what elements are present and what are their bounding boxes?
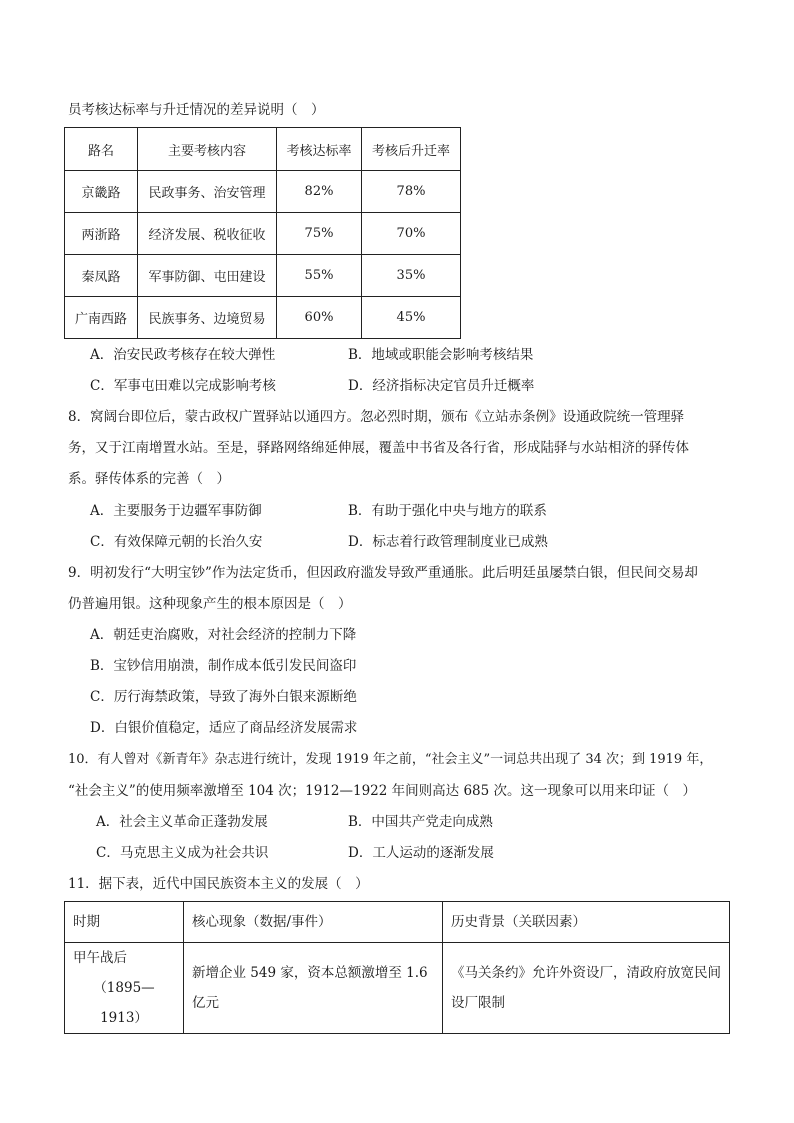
q11-table [64, 901, 730, 1034]
table-header-row [65, 902, 730, 943]
phenomenon-line: 亿元 [192, 995, 219, 1011]
table-row [65, 255, 461, 297]
table-cell: 两浙路 [65, 213, 138, 255]
table-cell: 民政事务、治安管理 [138, 171, 277, 213]
table-cell-background [443, 943, 730, 1034]
q7-stem-tail: 员考核达标率与升迁情况的差异说明（ ） [68, 102, 325, 118]
q9-stem-line: 仍普遍用银。这种现象产生的根本原因是（ ） [68, 596, 352, 612]
phenomenon-line: 新增企业 549 家，资本总额激增至 1.6 [192, 965, 428, 981]
table-header-cell: 考核后升迁率 [362, 128, 461, 171]
table-cell: 经济发展、税收征收 [138, 213, 277, 255]
background-line: 《马关条约》允许外资设厂，清政府放宽民间 [451, 965, 721, 981]
table-cell: 45% [362, 297, 461, 339]
table-header-row [65, 128, 461, 171]
period-years: （1895—1913） [93, 980, 155, 1026]
q9-option-b[interactable]: B．宝钞信用崩溃，制作成本低引发民间盗印 [90, 658, 357, 674]
period-line: 甲午战后 [73, 950, 127, 966]
table-header-cell: 考核达标率 [277, 128, 362, 171]
q10-option-a[interactable]: A．社会主义革命正蓬勃发展 [96, 814, 268, 830]
table-cell: 秦凤路 [65, 255, 138, 297]
q10-stem-line: “社会主义”的使用频率激增至 104 次；1912—1922 年间则高达 685 次。这一现象可以用来印证（ ） [68, 783, 697, 799]
q9-option-a[interactable]: A．朝廷吏治腐败，对社会经济的控制力下降 [90, 627, 357, 643]
q10-option-c[interactable]: C．马克思主义成为社会共识 [96, 845, 269, 861]
table-header-cell: 历史背景（关联因素） [443, 902, 730, 943]
table-cell: 75% [277, 213, 362, 255]
table-row [65, 943, 730, 1034]
table-cell: 广南西路 [65, 297, 138, 339]
q7-table [64, 127, 461, 339]
table-cell-phenomenon [184, 943, 443, 1034]
table-row [65, 171, 461, 213]
table-cell: 55% [277, 255, 362, 297]
table-header-cell: 时期 [65, 902, 184, 943]
table-cell-period [65, 943, 184, 1034]
table-row [65, 297, 461, 339]
table-header-cell: 主要考核内容 [138, 128, 277, 171]
q10-stem-line: 10．有人曾对《新青年》杂志进行统计，发现 1919 年之前，“社会主义”一词总共出现了 34 次；到 1919 年， [68, 752, 713, 767]
q9-option-d[interactable]: D．白银价值稳定，适应了商品经济发展需求 [90, 720, 358, 736]
table-cell: 35% [362, 255, 461, 297]
q8-option-a[interactable]: A．主要服务于边疆军事防御 [90, 503, 262, 519]
q8-stem-line: 8．窝阔台即位后，蒙古政权广置驿站以通四方。忽必烈时期，颁布《立站赤条例》设通政院统一管理驿 [68, 409, 685, 425]
q11-stem: 11．据下表，近代中国民族资本主义的发展（ ） [68, 876, 369, 892]
table-cell: 82% [277, 171, 362, 213]
table-cell: 78% [362, 171, 461, 213]
q8-option-d[interactable]: D．标志着行政管理制度业已成熟 [348, 534, 548, 550]
q8-option-b[interactable]: B．有助于强化中央与地方的联系 [348, 503, 547, 519]
q7-option-d[interactable]: D．经济指标决定官员升迁概率 [348, 378, 535, 394]
table-cell: 京畿路 [65, 171, 138, 213]
q10-option-b[interactable]: B．中国共产党走向成熟 [348, 814, 493, 830]
q7-option-c[interactable]: C．军事屯田难以完成影响考核 [90, 378, 276, 394]
q8-stem-line: 系。驿传体系的完善（ ） [68, 471, 230, 487]
q7-option-a[interactable]: A．治安民政考核存在较大弹性 [90, 347, 276, 363]
table-row [65, 213, 461, 255]
table-header-cell: 路名 [65, 128, 138, 171]
table-cell: 民族事务、边境贸易 [138, 297, 277, 339]
table-cell: 70% [362, 213, 461, 255]
q8-stem-line: 务，又于江南增置水站。至是，驿路网络绵延伸展，覆盖中书省及各行省，形成陆驿与水站相济的驿传体 [68, 440, 689, 456]
table-header-cell: 核心现象（数据/事件） [184, 902, 443, 943]
background-line: 设厂限制 [451, 995, 505, 1011]
q9-stem-line: 9．明初发行“大明宝钞”作为法定货币，但因政府滥发导致严重通胀。此后明廷虽屡禁白银，但民间交易却 [68, 565, 698, 581]
table-cell: 军事防御、屯田建设 [138, 255, 277, 297]
table-cell: 60% [277, 297, 362, 339]
q10-option-d[interactable]: D．工人运动的逐渐发展 [348, 845, 494, 861]
q9-option-c[interactable]: C．厉行海禁政策，导致了海外白银来源断绝 [90, 689, 357, 705]
q8-option-c[interactable]: C．有效保障元朝的长治久安 [90, 534, 263, 550]
q7-option-b[interactable]: B．地域或职能会影响考核结果 [348, 347, 534, 363]
